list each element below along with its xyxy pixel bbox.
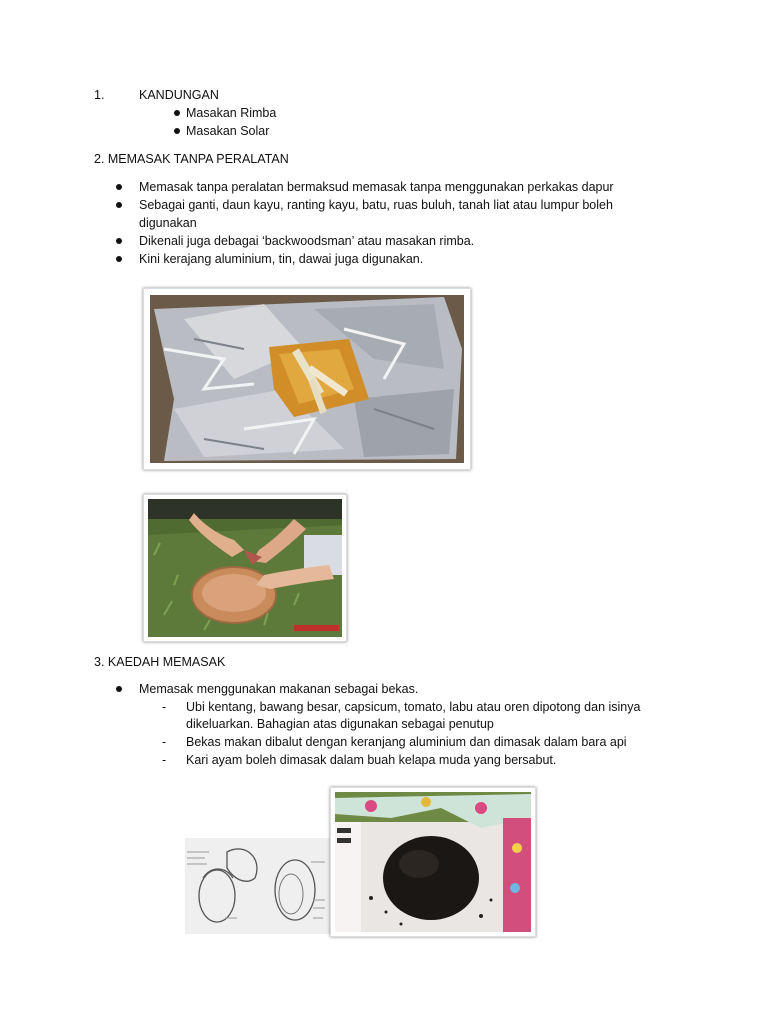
bullet-icon [116, 238, 122, 244]
bullet-icon [116, 686, 122, 692]
section2-bullet-1: Memasak tanpa peralatan bermaksud memasak tanpa menggunakan perkakas dapur [139, 180, 614, 194]
hands-cooking-photo [143, 494, 347, 642]
section3-subitem-2: Bekas makan dibalut dengan keranjang aluminium dan dimasak dalam bara api [186, 735, 627, 749]
bullet-icon [174, 128, 180, 134]
bullet-icon [174, 110, 180, 116]
section3-subitem-1-cont: dikeluarkan. Bahagian atas digunakan sebagai penutup [186, 717, 494, 731]
section3-heading: 3. KAEDAH MEMASAK [94, 655, 226, 669]
dash-marker: - [162, 735, 167, 749]
section3-subitem-1: Ubi kentang, bawang besar, capsicum, tomato, labu atau oren dipotong dan isinya [186, 700, 641, 714]
coconut-cooking-photo [330, 787, 536, 937]
bullet-icon [116, 256, 122, 262]
food-container-sketch [185, 838, 333, 934]
section3-bullet: Memasak menggunakan makanan sebagai bekas. [139, 682, 419, 696]
section2-bullet-2: Sebagai ganti, daun kayu, ranting kayu, batu, ruas buluh, tanah liat atau lumpur boleh [139, 198, 613, 212]
section2-bullet-2-cont: digunakan [139, 216, 197, 230]
dash-marker: - [162, 753, 167, 767]
bullet-icon [116, 184, 122, 190]
section1-item-1: Masakan Rimba [186, 106, 277, 120]
section3-subitem-3: Kari ayam boleh dimasak dalam buah kelapa muda yang bersabut. [186, 753, 557, 767]
section2-bullet-3: Dikenali juga debagai ‘backwoodsman’ atau masakan rimba. [139, 234, 475, 248]
section1-heading: KANDUNGAN [139, 88, 219, 102]
section1-item-2: Masakan Solar [186, 124, 270, 138]
foil-cooking-photo [143, 288, 471, 470]
section2-bullet-4: Kini kerajang aluminium, tin, dawai juga digunakan. [139, 252, 424, 266]
section1-number: 1. [94, 88, 105, 102]
section2-heading: 2. MEMASAK TANPA PERALATAN [94, 152, 289, 166]
dash-marker: - [162, 700, 167, 714]
bullet-icon [116, 202, 122, 208]
